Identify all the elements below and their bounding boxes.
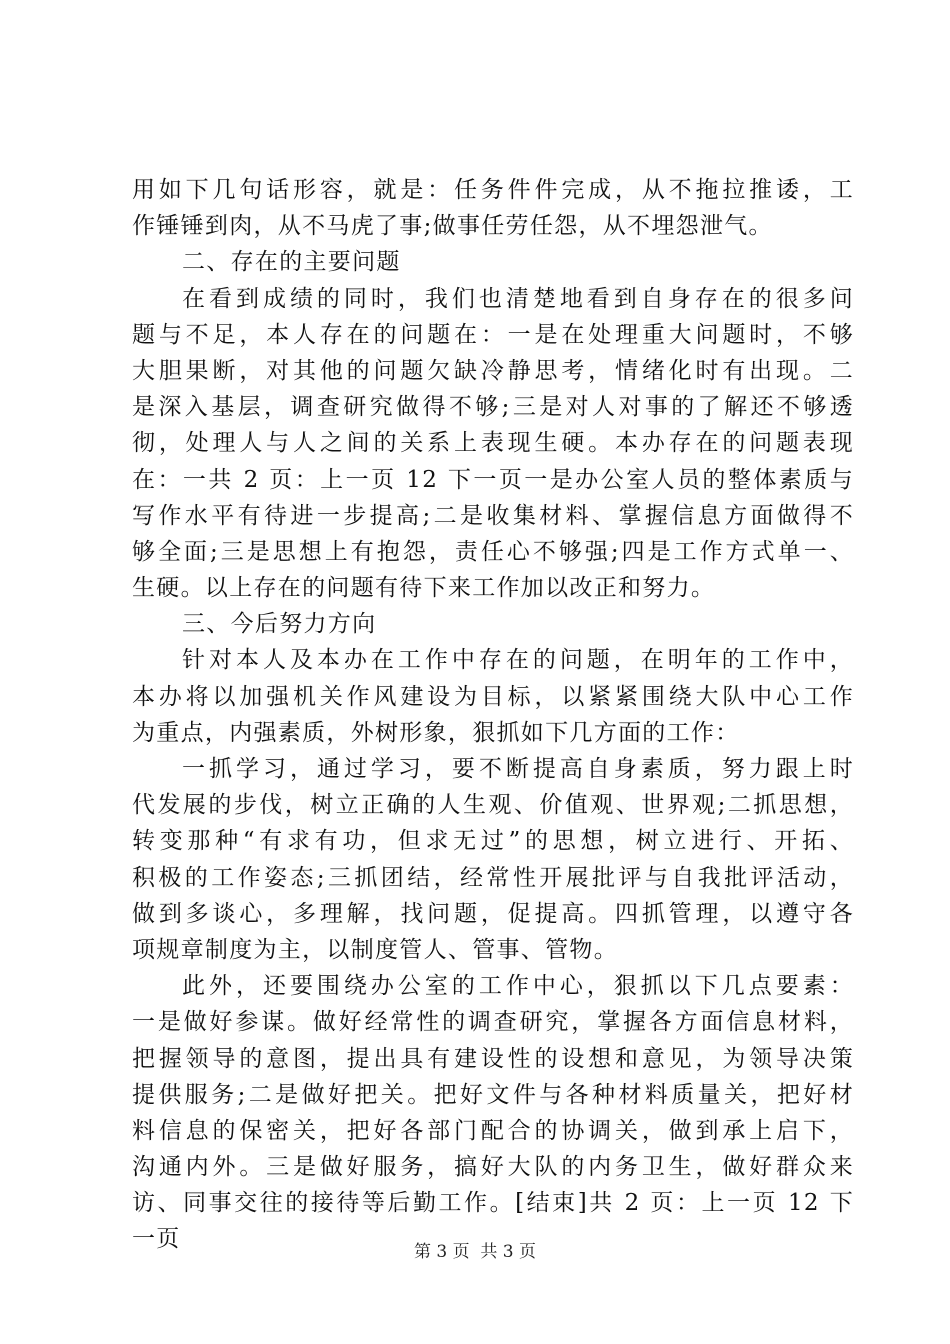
text-line: 积极的工作姿态;三抓团结，经常性开展批评与自我批评活动， — [132, 864, 854, 891]
text-line: 项规章制度为主，以制度管人、管事、管物。 — [132, 936, 618, 963]
text-line: 本办将以加强机关作风建设为目标，以紧紧围绕大队中心工作 — [132, 683, 854, 710]
text-line: 在看到成绩的同时，我们也清楚地看到自身存在的很多问 — [182, 285, 854, 312]
text-line: 一抓学习，通过学习，要不断提高自身素质，努力跟上时 — [182, 756, 854, 782]
text-line: 二、存在的主要问题 — [182, 249, 401, 276]
text-line: 够全面;三是思想上有抱怨，责任心不够强;四是工作方式单一、 — [132, 538, 854, 565]
text-line: 三、今后努力方向 — [182, 611, 377, 638]
text-line: 料信息的保密关，把好各部门配合的协调关，做到承上启下， — [132, 1117, 854, 1144]
text-line: 生硬。以上存在的问题有待下来工作加以改正和努力。 — [132, 575, 716, 602]
text-line: 提供服务;二是做好把关。把好文件与各种材料质量关，把好材 — [132, 1081, 854, 1108]
text-line: 一页 — [132, 1226, 181, 1253]
text-line: 为重点，内强素质，外树形象，狠抓如下几方面的工作： — [132, 719, 740, 746]
text-line: 沟通内外。三是做好服务，搞好大队的内务卫生，做好群众来 — [132, 1154, 854, 1181]
text-line: 在：一共 2 页：上一页 12 下一页一是办公室人员的整体素质与 — [132, 466, 854, 493]
text-line: 题与不足，本人存在的问题在：一是在处理重大问题时，不够 — [132, 321, 854, 348]
text-line: 写作水平有待进一步提高;二是收集材料、掌握信息方面做得不 — [132, 502, 854, 529]
text-line: 彻，处理人与人之间的关系上表现生硬。本办存在的问题表现 — [132, 430, 854, 457]
text-line: 访、同事交往的接待等后勤工作。[结束]共 2 页：上一页 12 下 — [132, 1190, 854, 1217]
text-line: 转变那种“有求有功，但求无过”的思想，树立进行、开拓、 — [132, 828, 854, 855]
text-line: 代发展的步伐，树立正确的人生观、价值观、世界观;二抓思想， — [132, 792, 854, 819]
text-line: 作锤锤到肉，从不马虎了事;做事任劳任怨，从不埋怨泄气。 — [132, 213, 773, 240]
text-line: 是深入基层，调查研究做得不够;三是对人对事的了解还不够透 — [132, 394, 854, 421]
document-body — [132, 172, 854, 1258]
text-line: 针对本人及本办在工作中存在的问题，在明年的工作中， — [182, 647, 854, 674]
text-line: 做到多谈心，多理解，找问题，促提高。四抓管理，以遵守各 — [132, 900, 854, 927]
page-footer: 第 3 页 共 3 页 — [413, 1242, 537, 1262]
text-line: 此外，还要围绕办公室的工作中心，狠抓以下几点要素： — [182, 973, 854, 1000]
text-line: 用如下几句话形容，就是：任务件件完成，从不拖拉推诿，工 — [132, 177, 854, 203]
text-line: 一是做好参谋。做好经常性的调查研究，掌握各方面信息材料， — [132, 1009, 854, 1036]
text-line: 大胆果断，对其他的问题欠缺冷静思考，情绪化时有出现。二 — [132, 357, 854, 384]
text-line: 把握领导的意图，提出具有建设性的设想和意见，为领导决策 — [132, 1045, 854, 1072]
